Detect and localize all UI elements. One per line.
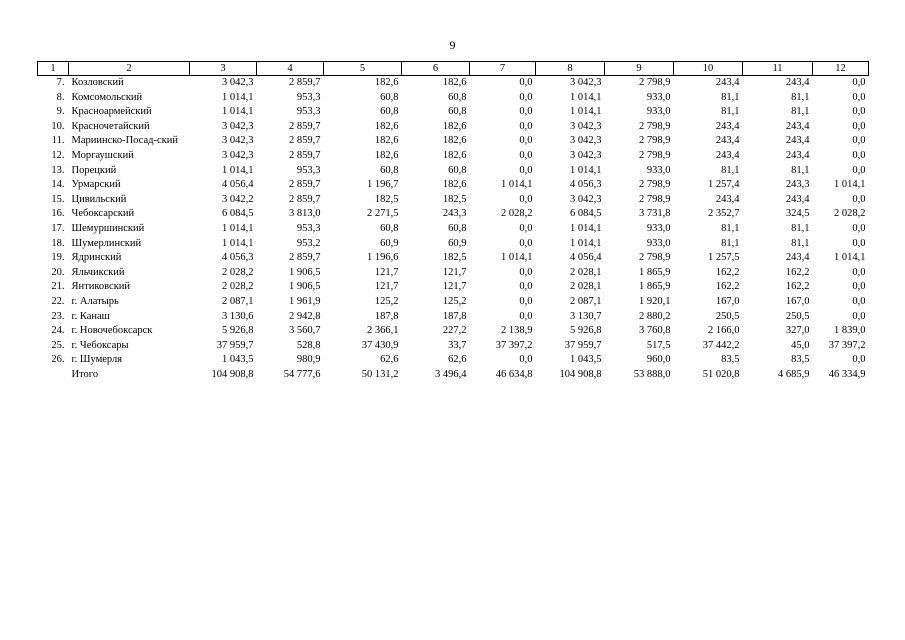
value-cell: 4 685,9 bbox=[778, 368, 810, 380]
district-name: Порецкий bbox=[71, 164, 117, 176]
value-cell: 3 042,3 bbox=[570, 193, 602, 205]
value-cell: 60,8 bbox=[448, 222, 467, 234]
value-cell: 0,0 bbox=[519, 135, 533, 147]
table-row bbox=[38, 339, 869, 354]
value-cell: 2 859,7 bbox=[289, 193, 321, 205]
value-cell: 60,8 bbox=[380, 222, 399, 234]
column-header: 2 bbox=[69, 62, 190, 76]
value-cell: 0,0 bbox=[852, 149, 866, 161]
value-cell: 182,6 bbox=[442, 179, 467, 191]
value-cell: 2 028,2 bbox=[834, 208, 866, 220]
row-index: 20. bbox=[51, 266, 65, 278]
value-cell: 1 014,1 bbox=[570, 91, 602, 103]
column-header: 12 bbox=[813, 62, 869, 76]
row-index: 25. bbox=[51, 339, 65, 351]
value-cell: 953,3 bbox=[296, 222, 321, 234]
district-name: Моргаушский bbox=[71, 149, 134, 161]
value-cell: 243,3 bbox=[442, 208, 467, 220]
value-cell: 1 865,9 bbox=[639, 281, 671, 293]
value-cell: 2 798,9 bbox=[639, 179, 671, 191]
value-cell: 1 257,4 bbox=[708, 179, 740, 191]
value-cell: 1 014,1 bbox=[222, 106, 254, 118]
value-cell: 2 138,9 bbox=[501, 325, 533, 337]
value-cell: 182,5 bbox=[442, 252, 467, 264]
value-cell: 121,7 bbox=[442, 281, 467, 293]
value-cell: 46 634,8 bbox=[495, 368, 533, 380]
value-cell: 81,1 bbox=[721, 106, 740, 118]
value-cell: 1 196,6 bbox=[367, 252, 399, 264]
value-cell: 2 859,7 bbox=[289, 252, 321, 264]
value-cell: 62,6 bbox=[448, 354, 467, 366]
total-row bbox=[38, 368, 869, 383]
value-cell: 104 908,8 bbox=[211, 368, 254, 380]
value-cell: 162,2 bbox=[715, 266, 740, 278]
value-cell: 2 798,9 bbox=[639, 77, 671, 88]
value-cell: 37 442,2 bbox=[702, 339, 740, 351]
table-row bbox=[38, 178, 869, 193]
value-cell: 528,8 bbox=[296, 339, 321, 351]
value-cell: 0,0 bbox=[519, 310, 533, 322]
district-name: Янтиковский bbox=[71, 281, 131, 293]
value-cell: 3 042,3 bbox=[570, 77, 602, 88]
value-cell: 243,4 bbox=[785, 135, 810, 147]
table-row bbox=[38, 193, 869, 208]
value-cell: 0,0 bbox=[519, 106, 533, 118]
value-cell: 243,4 bbox=[715, 149, 740, 161]
value-cell: 2 798,9 bbox=[639, 149, 671, 161]
value-cell: 3 760,8 bbox=[639, 325, 671, 337]
value-cell: 243,4 bbox=[785, 149, 810, 161]
value-cell: 0,0 bbox=[519, 266, 533, 278]
value-cell: 182,6 bbox=[374, 149, 399, 161]
table-row bbox=[38, 266, 869, 281]
value-cell: 60,8 bbox=[448, 91, 467, 103]
value-cell: 83,5 bbox=[791, 354, 810, 366]
district-name: Ядринский bbox=[71, 252, 122, 264]
value-cell: 0,0 bbox=[519, 193, 533, 205]
value-cell: 0,0 bbox=[852, 164, 866, 176]
column-header: 3 bbox=[190, 62, 257, 76]
value-cell: 517,5 bbox=[646, 339, 671, 351]
value-cell: 5 926,8 bbox=[570, 325, 602, 337]
column-header: 5 bbox=[324, 62, 402, 76]
value-cell: 2 798,9 bbox=[639, 252, 671, 264]
value-cell: 1 839,0 bbox=[834, 325, 866, 337]
value-cell: 933,0 bbox=[646, 106, 671, 118]
value-cell: 60,9 bbox=[448, 237, 467, 249]
value-cell: 60,8 bbox=[380, 91, 399, 103]
row-index: 23. bbox=[51, 310, 65, 322]
value-cell: 167,0 bbox=[715, 295, 740, 307]
header-row bbox=[38, 62, 869, 76]
value-cell: 121,7 bbox=[374, 266, 399, 278]
value-cell: 0,0 bbox=[519, 149, 533, 161]
value-cell: 162,2 bbox=[715, 281, 740, 293]
value-cell: 1 014,1 bbox=[222, 91, 254, 103]
row-index: 10. bbox=[51, 120, 65, 132]
row-index: 15. bbox=[51, 193, 65, 205]
value-cell: 81,1 bbox=[791, 164, 810, 176]
value-cell: 243,4 bbox=[715, 193, 740, 205]
district-name: Красноармейский bbox=[71, 106, 152, 118]
value-cell: 250,5 bbox=[715, 310, 740, 322]
value-cell: 0,0 bbox=[852, 310, 866, 322]
value-cell: 125,2 bbox=[374, 295, 399, 307]
value-cell: 933,0 bbox=[646, 222, 671, 234]
value-cell: 162,2 bbox=[785, 266, 810, 278]
value-cell: 1 865,9 bbox=[639, 266, 671, 278]
district-name: Шемуршинский bbox=[71, 222, 145, 234]
row-index: 16. bbox=[51, 208, 65, 220]
value-cell: 953,3 bbox=[296, 106, 321, 118]
value-cell: 51 020,8 bbox=[702, 368, 740, 380]
value-cell: 0,0 bbox=[519, 281, 533, 293]
data-table bbox=[37, 61, 869, 382]
table-row bbox=[38, 251, 869, 266]
value-cell: 2 798,9 bbox=[639, 193, 671, 205]
value-cell: 81,1 bbox=[721, 164, 740, 176]
value-cell: 3 042,3 bbox=[222, 77, 254, 88]
value-cell: 6 084,5 bbox=[222, 208, 254, 220]
table-row bbox=[38, 120, 869, 135]
district-name: Козловский bbox=[71, 77, 124, 88]
value-cell: 33,7 bbox=[448, 339, 467, 351]
value-cell: 243,4 bbox=[715, 135, 740, 147]
value-cell: 1 014,1 bbox=[222, 237, 254, 249]
value-cell: 3 042,3 bbox=[222, 149, 254, 161]
value-cell: 1 906,5 bbox=[289, 266, 321, 278]
value-cell: 1 014,1 bbox=[222, 222, 254, 234]
district-name: г. Алатырь bbox=[71, 295, 119, 307]
value-cell: 1 257,5 bbox=[708, 252, 740, 264]
value-cell: 0,0 bbox=[852, 354, 866, 366]
district-name: Итого bbox=[71, 368, 99, 380]
value-cell: 1 043,5 bbox=[570, 354, 602, 366]
value-cell: 187,8 bbox=[442, 310, 467, 322]
value-cell: 53 888,0 bbox=[633, 368, 671, 380]
value-cell: 2 352,7 bbox=[708, 208, 740, 220]
district-name: Урмарский bbox=[71, 179, 121, 191]
column-header: 4 bbox=[257, 62, 324, 76]
district-name: г. Новочебоксарск bbox=[71, 325, 153, 337]
value-cell: 182,5 bbox=[374, 193, 399, 205]
value-cell: 2 271,5 bbox=[367, 208, 399, 220]
column-header: 1 bbox=[38, 62, 69, 76]
row-index: 24. bbox=[51, 325, 65, 337]
value-cell: 3 042,3 bbox=[570, 149, 602, 161]
value-cell: 167,0 bbox=[785, 295, 810, 307]
value-cell: 81,1 bbox=[721, 91, 740, 103]
value-cell: 953,3 bbox=[296, 91, 321, 103]
value-cell: 0,0 bbox=[852, 281, 866, 293]
value-cell: 4 056,3 bbox=[222, 252, 254, 264]
value-cell: 0,0 bbox=[852, 106, 866, 118]
row-index: 12. bbox=[51, 149, 65, 161]
district-name: Чебоксарский bbox=[71, 208, 135, 220]
district-name: г. Шумерля bbox=[71, 354, 123, 366]
value-cell: 37 397,2 bbox=[495, 339, 533, 351]
value-cell: 46 334,9 bbox=[828, 368, 866, 380]
value-cell: 50 131,2 bbox=[361, 368, 399, 380]
value-cell: 3 130,6 bbox=[222, 310, 254, 322]
value-cell: 182,6 bbox=[442, 149, 467, 161]
page-number: 9 bbox=[449, 38, 456, 52]
value-cell: 1 014,1 bbox=[570, 237, 602, 249]
value-cell: 0,0 bbox=[519, 295, 533, 307]
table-row bbox=[38, 324, 869, 339]
value-cell: 0,0 bbox=[852, 295, 866, 307]
value-cell: 104 908,8 bbox=[559, 368, 602, 380]
value-cell: 324,5 bbox=[785, 208, 810, 220]
value-cell: 0,0 bbox=[519, 120, 533, 132]
value-cell: 2 028,1 bbox=[570, 266, 602, 278]
value-cell: 121,7 bbox=[374, 281, 399, 293]
district-name: Яльчикский bbox=[71, 266, 125, 278]
table-row bbox=[38, 310, 869, 325]
value-cell: 182,6 bbox=[374, 77, 399, 88]
row-index: 17. bbox=[51, 222, 65, 234]
value-cell: 1 014,1 bbox=[501, 179, 533, 191]
value-cell: 2 880,2 bbox=[639, 310, 671, 322]
value-cell: 60,9 bbox=[380, 237, 399, 249]
value-cell: 960,0 bbox=[646, 354, 671, 366]
value-cell: 60,8 bbox=[380, 164, 399, 176]
value-cell: 980,9 bbox=[296, 354, 321, 366]
value-cell: 37 959,7 bbox=[564, 339, 602, 351]
value-cell: 4 056,3 bbox=[570, 179, 602, 191]
value-cell: 1 906,5 bbox=[289, 281, 321, 293]
table-row bbox=[38, 105, 869, 120]
table-row bbox=[38, 76, 869, 91]
value-cell: 5 926,8 bbox=[222, 325, 254, 337]
row-index: 7. bbox=[56, 77, 65, 88]
table-row bbox=[38, 237, 869, 252]
value-cell: 81,1 bbox=[791, 106, 810, 118]
row-index: 11. bbox=[51, 135, 65, 147]
value-cell: 60,8 bbox=[380, 106, 399, 118]
value-cell: 933,0 bbox=[646, 91, 671, 103]
value-cell: 3 731,8 bbox=[639, 208, 671, 220]
table-row bbox=[38, 353, 869, 368]
value-cell: 6 084,5 bbox=[570, 208, 602, 220]
row-index: 21. bbox=[51, 281, 65, 293]
value-cell: 1 961,9 bbox=[289, 295, 321, 307]
district-name: г. Канаш bbox=[71, 310, 110, 322]
value-cell: 187,8 bbox=[374, 310, 399, 322]
value-cell: 2 087,1 bbox=[222, 295, 254, 307]
row-index: 18. bbox=[51, 237, 65, 249]
district-name: Комсомольский bbox=[71, 91, 143, 103]
value-cell: 2 942,8 bbox=[289, 310, 321, 322]
value-cell: 0,0 bbox=[852, 266, 866, 278]
value-cell: 243,4 bbox=[715, 77, 740, 88]
value-cell: 243,4 bbox=[785, 193, 810, 205]
value-cell: 2 366,1 bbox=[367, 325, 399, 337]
value-cell: 0,0 bbox=[519, 164, 533, 176]
value-cell: 3 042,2 bbox=[222, 193, 254, 205]
value-cell: 0,0 bbox=[519, 77, 533, 88]
value-cell: 243,4 bbox=[715, 120, 740, 132]
district-name: Цивильский bbox=[71, 193, 127, 205]
value-cell: 0,0 bbox=[852, 237, 866, 249]
value-cell: 2 087,1 bbox=[570, 295, 602, 307]
value-cell: 182,6 bbox=[442, 120, 467, 132]
value-cell: 62,6 bbox=[380, 354, 399, 366]
value-cell: 0,0 bbox=[519, 237, 533, 249]
column-header: 8 bbox=[536, 62, 605, 76]
value-cell: 0,0 bbox=[519, 354, 533, 366]
value-cell: 3 560,7 bbox=[289, 325, 321, 337]
value-cell: 182,5 bbox=[442, 193, 467, 205]
value-cell: 60,8 bbox=[448, 164, 467, 176]
district-name: Шумерлинский bbox=[71, 237, 142, 249]
district-name: Красночетайский bbox=[71, 120, 150, 132]
value-cell: 0,0 bbox=[519, 222, 533, 234]
column-header: 6 bbox=[402, 62, 470, 76]
value-cell: 182,6 bbox=[374, 120, 399, 132]
value-cell: 243,4 bbox=[785, 120, 810, 132]
row-index: 22. bbox=[51, 295, 65, 307]
value-cell: 125,2 bbox=[442, 295, 467, 307]
column-header: 9 bbox=[605, 62, 674, 76]
value-cell: 327,0 bbox=[785, 325, 810, 337]
row-index bbox=[38, 368, 69, 383]
value-cell: 243,4 bbox=[785, 77, 810, 88]
value-cell: 37 397,2 bbox=[828, 339, 866, 351]
value-cell: 2 798,9 bbox=[639, 120, 671, 132]
value-cell: 81,1 bbox=[721, 237, 740, 249]
value-cell: 2 859,7 bbox=[289, 120, 321, 132]
district-name: г. Чебоксары bbox=[71, 339, 129, 351]
row-index: 14. bbox=[51, 179, 65, 191]
table-row bbox=[38, 280, 869, 295]
value-cell: 0,0 bbox=[852, 91, 866, 103]
value-cell: 1 014,1 bbox=[501, 252, 533, 264]
value-cell: 1 014,1 bbox=[570, 222, 602, 234]
value-cell: 1 014,1 bbox=[570, 164, 602, 176]
value-cell: 250,5 bbox=[785, 310, 810, 322]
value-cell: 83,5 bbox=[721, 354, 740, 366]
value-cell: 2 028,2 bbox=[222, 266, 254, 278]
row-index: 19. bbox=[51, 252, 65, 264]
value-cell: 60,8 bbox=[448, 106, 467, 118]
value-cell: 953,3 bbox=[296, 164, 321, 176]
value-cell: 182,6 bbox=[442, 135, 467, 147]
column-header: 7 bbox=[470, 62, 536, 76]
value-cell: 81,1 bbox=[791, 222, 810, 234]
value-cell: 4 056,4 bbox=[222, 179, 254, 191]
row-index: 26. bbox=[51, 354, 65, 366]
value-cell: 1 014,1 bbox=[570, 106, 602, 118]
value-cell: 3 496,4 bbox=[435, 368, 467, 380]
value-cell: 37 430,9 bbox=[361, 339, 399, 351]
column-header: 11 bbox=[743, 62, 813, 76]
value-cell: 1 196,7 bbox=[367, 179, 399, 191]
value-cell: 1 043,5 bbox=[222, 354, 254, 366]
value-cell: 243,3 bbox=[785, 179, 810, 191]
value-cell: 37 959,7 bbox=[216, 339, 254, 351]
value-cell: 3 813,0 bbox=[289, 208, 321, 220]
value-cell: 0,0 bbox=[852, 222, 866, 234]
value-cell: 3 042,3 bbox=[222, 120, 254, 132]
value-cell: 243,4 bbox=[785, 252, 810, 264]
value-cell: 3 130,7 bbox=[570, 310, 602, 322]
value-cell: 2 798,9 bbox=[639, 135, 671, 147]
value-cell: 81,1 bbox=[791, 237, 810, 249]
value-cell: 4 056,4 bbox=[570, 252, 602, 264]
value-cell: 162,2 bbox=[785, 281, 810, 293]
value-cell: 933,0 bbox=[646, 237, 671, 249]
value-cell: 182,6 bbox=[374, 135, 399, 147]
value-cell: 1 014,1 bbox=[834, 252, 866, 264]
value-cell: 2 028,2 bbox=[501, 208, 533, 220]
value-cell: 2 859,7 bbox=[289, 149, 321, 161]
table-row bbox=[38, 164, 869, 179]
value-cell: 54 777,6 bbox=[283, 368, 321, 380]
value-cell: 0,0 bbox=[852, 77, 866, 88]
value-cell: 3 042,3 bbox=[222, 135, 254, 147]
value-cell: 2 859,7 bbox=[289, 77, 321, 88]
value-cell: 1 920,1 bbox=[639, 295, 671, 307]
value-cell: 182,6 bbox=[442, 77, 467, 88]
row-index: 8. bbox=[56, 91, 65, 103]
value-cell: 0,0 bbox=[852, 193, 866, 205]
value-cell: 2 028,2 bbox=[222, 281, 254, 293]
value-cell: 3 042,3 bbox=[570, 120, 602, 132]
table-row bbox=[38, 295, 869, 310]
value-cell: 953,2 bbox=[296, 237, 321, 249]
value-cell: 1 014,1 bbox=[834, 179, 866, 191]
value-cell: 2 028,1 bbox=[570, 281, 602, 293]
table-row bbox=[38, 134, 869, 149]
value-cell: 2 859,7 bbox=[289, 135, 321, 147]
table-row bbox=[38, 91, 869, 106]
table-row bbox=[38, 222, 869, 237]
column-header: 10 bbox=[674, 62, 743, 76]
value-cell: 45,0 bbox=[791, 339, 810, 351]
value-cell: 0,0 bbox=[852, 135, 866, 147]
value-cell: 933,0 bbox=[646, 164, 671, 176]
row-index: 9. bbox=[56, 106, 65, 118]
value-cell: 121,7 bbox=[442, 266, 467, 278]
value-cell: 227,2 bbox=[442, 325, 467, 337]
table-body bbox=[38, 76, 869, 383]
table-header bbox=[38, 62, 869, 76]
value-cell: 81,1 bbox=[791, 91, 810, 103]
value-cell: 3 042,3 bbox=[570, 135, 602, 147]
row-index: 13. bbox=[51, 164, 65, 176]
value-cell: 1 014,1 bbox=[222, 164, 254, 176]
value-cell: 2 859,7 bbox=[289, 179, 321, 191]
table-row bbox=[38, 207, 869, 222]
value-cell: 0,0 bbox=[519, 91, 533, 103]
table-row bbox=[38, 149, 869, 164]
district-name: Мариинско-Посад-ский bbox=[71, 135, 178, 147]
value-cell: 0,0 bbox=[852, 120, 866, 132]
value-cell: 81,1 bbox=[721, 222, 740, 234]
value-cell: 2 166,0 bbox=[708, 325, 740, 337]
